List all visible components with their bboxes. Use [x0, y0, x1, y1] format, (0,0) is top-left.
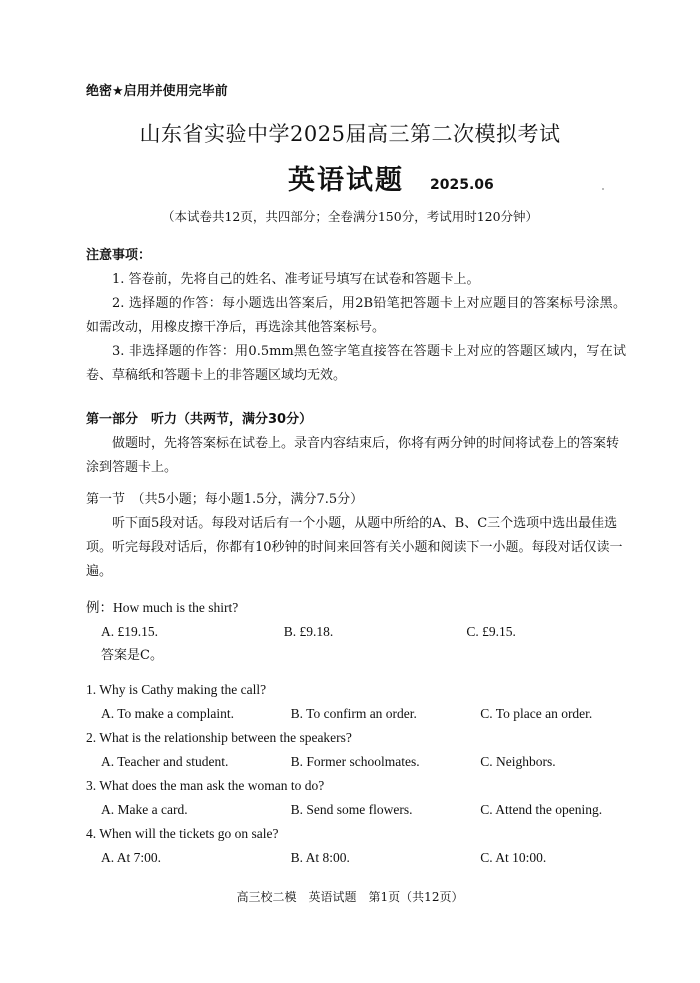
subject-title: 英语试题	[288, 165, 404, 196]
option-c: C. To place an order.	[480, 706, 593, 721]
part1-heading: 第一部分 听力（共两节，满分30分）	[86, 412, 313, 427]
example-block	[86, 596, 626, 668]
option-a: A. At 7:00.	[101, 850, 162, 865]
question-options	[86, 750, 646, 774]
option-b: B. To confirm an order.	[290, 706, 417, 721]
confidential-label: 绝密★启用并使用完毕前	[86, 84, 228, 99]
question: 4. When will the tickets go on sale?	[86, 826, 279, 841]
question-options	[86, 798, 646, 822]
section1-heading: 第一节 （共5小题；每小题1.5分，满分7.5分）	[86, 492, 364, 507]
section1-intro: 听下面5段对话。每段对话后有一个小题，从题中所给的A、B、C三个选项中选出最佳选项。听完每段对话后，你都有10秒钟的时间来回答有关小题和阅读下一小题。每段对话仅读一遍。	[86, 516, 623, 579]
page-footer: 高三校二模 英语试题 第1页（共12页）	[236, 890, 464, 904]
notice-item: 3. 非选择题的作答：用0.5mm黑色签字笔直接答在答题卡上对应的答题区域内，写在试卷、草稿纸和答题卡上的非答题区域均无效。	[86, 344, 626, 383]
part1-intro: 做题时，先将答案标在试卷上。录音内容结束后，你将有两分钟的时间将试卷上的答案转涂到答题卡上。	[86, 436, 620, 475]
scan-dot-icon	[602, 188, 604, 190]
option-c: C. Attend the opening.	[480, 802, 603, 817]
exam-date: 2025.06	[430, 177, 494, 193]
question: 2. What is the relationship between the speakers?	[86, 730, 352, 745]
question: 3. What does the man ask the woman to do?	[86, 778, 325, 793]
question: 1. Why is Cathy making the call?	[86, 682, 267, 697]
notice-section	[86, 244, 626, 388]
option-b: B. At 8:00.	[290, 850, 350, 865]
option-c: C. Neighbors.	[480, 754, 556, 769]
example-options	[86, 620, 626, 644]
notice-item: 1. 答卷前，先将自己的姓名、准考证号填写在试卷和答题卡上。	[112, 272, 480, 287]
option-a: A. To make a complaint.	[101, 706, 235, 721]
question-options	[86, 846, 646, 870]
question-options	[86, 702, 646, 726]
example-answer: 答案是C。	[101, 648, 163, 663]
subject-line	[288, 158, 494, 197]
question-list	[86, 678, 646, 870]
notice-item: 2. 选择题的作答：每小题选出答案后，用2B铅笔把答题卡上对应题目的答案标号涂黑。如需改动，用橡皮擦干净后，再选涂其他答案标号。	[86, 296, 626, 335]
exam-meta: （本试卷共12页，共四部分；全卷满分150分，考试用时120分钟）	[161, 209, 539, 224]
section1	[86, 488, 626, 584]
example-question: 例：How much is the shirt?	[86, 600, 239, 615]
option-c: C. At 10:00.	[480, 850, 547, 865]
option-b: B. Former schoolmates.	[290, 754, 420, 769]
option-b: B. Send some flowers.	[290, 802, 413, 817]
exam-title: 山东省实验中学2025届高三第二次模拟考试	[139, 122, 561, 146]
option-a: A. £19.15.	[101, 624, 158, 639]
option-c: C. £9.15.	[466, 624, 516, 639]
option-a: A. Teacher and student.	[101, 754, 229, 769]
option-b: B. £9.18.	[283, 624, 334, 639]
notice-heading: 注意事项：	[86, 248, 152, 263]
part1-section	[86, 408, 626, 480]
option-a: A. Make a card.	[101, 802, 188, 817]
